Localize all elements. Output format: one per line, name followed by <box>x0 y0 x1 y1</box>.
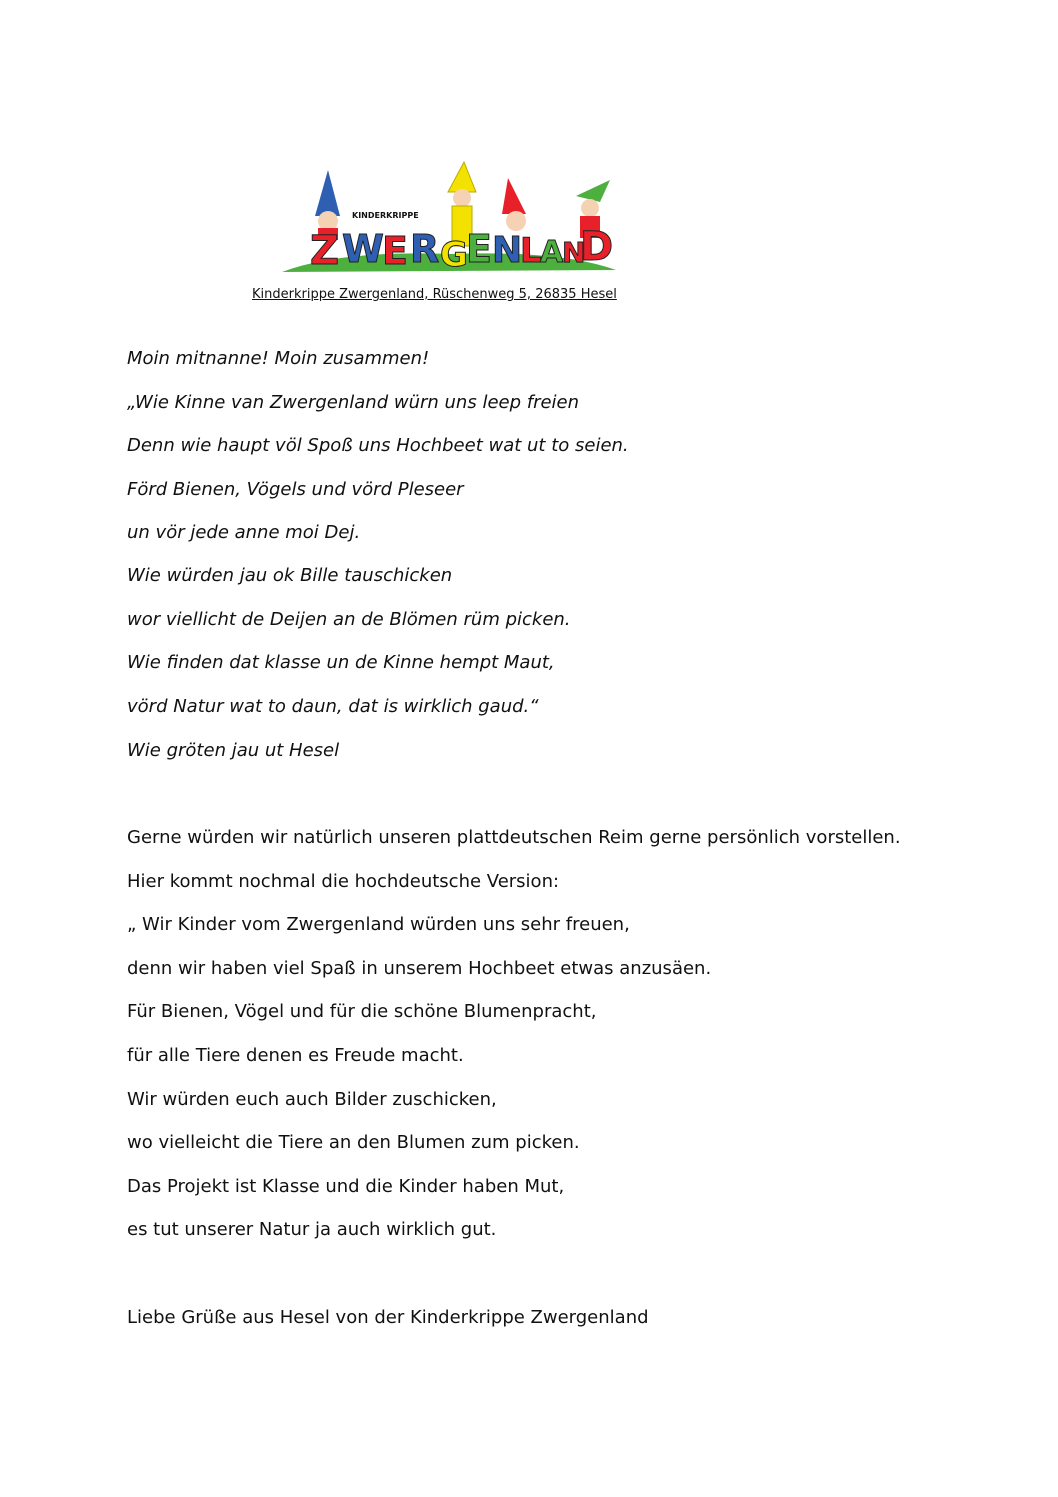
logo-letter: W <box>342 227 384 271</box>
logo-letter: Z <box>310 228 340 274</box>
hochdeutsch-line: es tut unserer Natur ja auch wirklich gut. <box>127 1219 497 1240</box>
hochdeutsch-line: Gerne würden wir natürlich unseren plattdeutschen Reim gerne persönlich vorstellen. <box>127 827 901 848</box>
plattdeutsch-line: vörd Natur wat to daun, dat is wirklich gaud.“ <box>127 696 539 717</box>
logo-letter: G <box>440 235 468 275</box>
plattdeutsch-line: Moin mitnanne! Moin zusammen! <box>127 348 430 369</box>
gnome-red-icon <box>502 178 526 231</box>
plattdeutsch-line: wor viellicht de Deijen an de Blömen rüm picken. <box>127 609 571 630</box>
logo-letter: L <box>520 231 542 271</box>
hochdeutsch-line: Hier kommt nochmal die hochdeutsche Version: <box>127 871 560 892</box>
zwergenland-logo <box>280 158 620 276</box>
hochdeutsch-line: wo vielleicht die Tiere an den Blumen zum picken. <box>127 1132 580 1153</box>
address-line: Kinderkrippe Zwergenland, Rüschenweg 5, 26835 Hesel <box>252 287 617 302</box>
hochdeutsch-line: für alle Tiere denen es Freude macht. <box>127 1045 464 1066</box>
logo-letter: R <box>410 227 440 271</box>
hochdeutsch-line: Wir würden euch auch Bilder zuschicken, <box>127 1089 497 1110</box>
plattdeutsch-line: Wie finden dat klasse un de Kinne hempt Maut, <box>127 652 555 673</box>
hochdeutsch-line: „ Wir Kinder vom Zwergenland würden uns sehr freuen, <box>127 914 630 935</box>
plattdeutsch-line: un vör jede anne moi Dej. <box>127 522 361 543</box>
hochdeutsch-line: Für Bienen, Vögel und für die schöne Blumenpracht, <box>127 1001 597 1022</box>
logo-letter: E <box>466 227 492 271</box>
hochdeutsch-line: denn wir haben viel Spaß in unserem Hochbeet etwas anzusäen. <box>127 958 712 979</box>
logo-letter: D <box>580 224 614 270</box>
logo-top-text: KINDERKRIPPE <box>352 211 419 220</box>
closing-line: Liebe Grüße aus Hesel von der Kinderkrippe Zwergenland <box>127 1307 649 1328</box>
plattdeutsch-line: Wie würden jau ok Bille tauschicken <box>127 565 453 586</box>
hochdeutsch-line: Das Projekt ist Klasse und die Kinder haben Mut, <box>127 1176 565 1197</box>
plattdeutsch-line: Denn wie haupt völ Spoß uns Hochbeet wat ut to seien. <box>127 435 629 456</box>
plattdeutsch-line: „Wie Kinne van Zwergenland würn uns leep freien <box>127 392 580 413</box>
plattdeutsch-line: Wie gröten jau ut Hesel <box>127 740 340 761</box>
logo-letter: A <box>540 235 564 270</box>
logo-letter: E <box>382 229 408 273</box>
logo-letter: N <box>492 230 523 271</box>
logo-letter: N <box>562 236 586 269</box>
plattdeutsch-line: Förd Bienen, Vögels und vörd Pleseer <box>127 479 464 500</box>
